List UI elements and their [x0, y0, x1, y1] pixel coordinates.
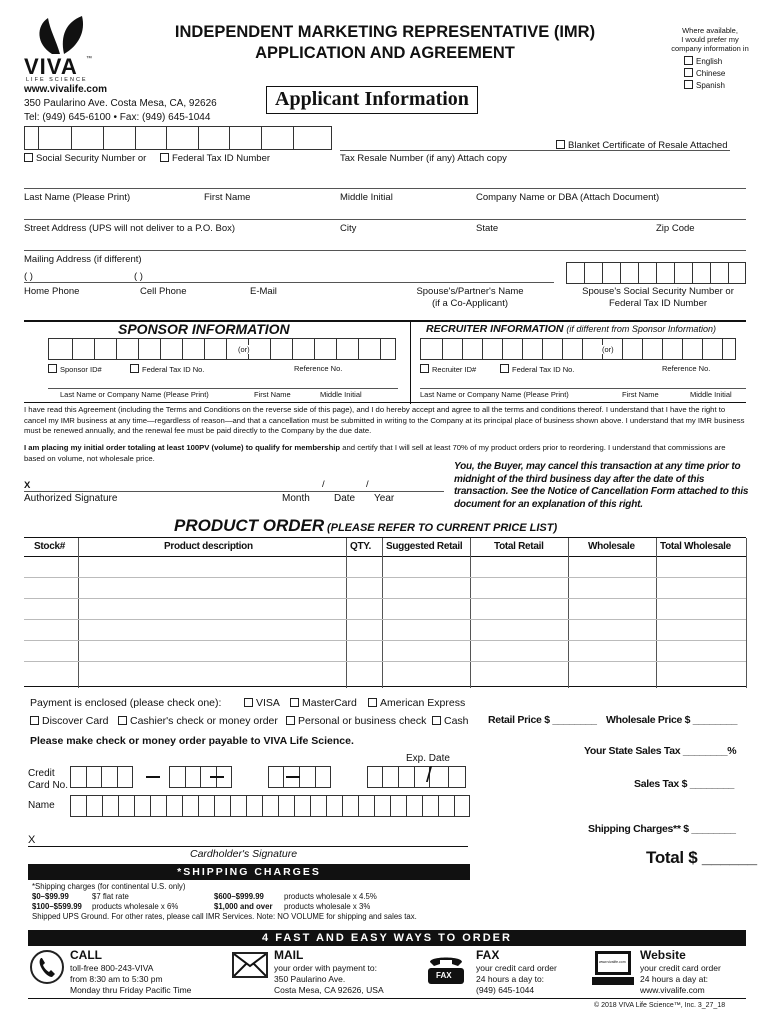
- sales-tax[interactable]: Sales Tax $ ________: [634, 778, 735, 790]
- phone-line: [24, 282, 554, 283]
- logo-sub: LIFE SCIENCE: [26, 77, 88, 83]
- sig-x: X: [24, 480, 31, 491]
- call-details: toll-free 800-243-VIVA from 8:30 am to 5:30 pm Monday thru Friday Pacific Time: [70, 963, 192, 995]
- checkbox[interactable]: [556, 140, 565, 149]
- recruiter-id-boxes[interactable]: [420, 338, 736, 360]
- email-label: E-Mail: [250, 286, 277, 297]
- logo-text: VIVA: [24, 54, 78, 79]
- spouse-ssn-label: Spouse's Social Security Number or Federal Tax ID Number: [582, 286, 734, 309]
- recruiter-middle-label: Middle Initial: [690, 390, 732, 399]
- shipping-box: *Shipping charges (for continental U.S. only) $0–$99.99 $7 flat rate $600–$999.99 products wholesale x 4.5% $100–$599.99 products wholesale x 6% $1,000 and over products wholesale x 3% Shipped UPS Ground. For other rates, please call IMR Services. Note: NO VOLUME for shipping and sales tax.: [32, 882, 417, 921]
- company-label: Company Name or DBA (Attach Document): [476, 192, 660, 203]
- address: 350 Paularino Ave. Costa Mesa, CA, 92626: [24, 98, 217, 109]
- home-phone-label: Home Phone: [24, 286, 80, 297]
- checkbox[interactable]: [420, 364, 429, 373]
- title-line1: INDEPENDENT MARKETING REPRESENTATIVE (IMR): [174, 23, 596, 41]
- spouse-name-label: Spouse's/Partner's Name (if a Co-Applicant): [416, 286, 524, 309]
- cell-phone-label: Cell Phone: [140, 286, 187, 297]
- sponsor-id-option[interactable]: Sponsor ID#: [48, 364, 102, 374]
- cc-dash2: [210, 776, 224, 778]
- col-wholesale: Wholesale: [588, 541, 635, 552]
- col-total-retail: Total Retail: [494, 541, 544, 552]
- shipping-charges[interactable]: Shipping Charges** $ ________: [588, 823, 736, 835]
- middle-initial-label: Middle Initial: [340, 192, 393, 203]
- name-label: Name: [28, 800, 55, 811]
- footer: © 2018 VIVA Life Science™, Inc. 3_27_18: [594, 1002, 726, 1009]
- fax-icon: FAX: [424, 952, 468, 986]
- website-title: Website: [640, 948, 686, 962]
- date-label: Date: [334, 493, 356, 504]
- recruiter-name-line: [420, 388, 746, 389]
- mailing-line: [24, 250, 746, 251]
- cancel-notice: You, the Buyer, may cancel this transaction at any time prior to midnight of the third business day after the date of this transaction. See the Notice of Cancellation Form attached to this document for an explanation of this right.: [454, 461, 749, 510]
- pay-amex[interactable]: American Express: [368, 697, 465, 709]
- payable-note: Please make check or money order payable to VIVA Life Science.: [30, 735, 354, 747]
- title-line2: APPLICATION AND AGREEMENT: [255, 44, 515, 62]
- sponsor-last-label: Last Name or Company Name (Please Print): [60, 390, 209, 399]
- ways-header: 4 FAST AND EASY WAYS TO ORDER: [28, 930, 746, 946]
- checkbox[interactable]: [48, 364, 57, 373]
- recruiter-first-label: First Name: [622, 390, 659, 399]
- cardholder-sig-line[interactable]: [28, 846, 468, 847]
- cardholder-sig-label: Cardholder's Signature: [190, 848, 298, 860]
- col-qty: QTY.: [350, 541, 372, 552]
- street-line: [24, 219, 746, 220]
- state-label: State: [476, 223, 499, 234]
- computer-icon: www.vivalife.com: [592, 950, 634, 986]
- date-slash2: /: [366, 479, 369, 490]
- phone-icon: [30, 950, 64, 984]
- payment-enclosed: Payment is enclosed (please check one):: [30, 697, 222, 709]
- sponsor-id-boxes[interactable]: [48, 338, 396, 360]
- checkbox[interactable]: [684, 68, 693, 77]
- checkbox[interactable]: [118, 716, 127, 725]
- cc-number-boxes[interactable]: [70, 766, 466, 788]
- cardholder-name-boxes[interactable]: [70, 795, 470, 817]
- checkbox[interactable]: [684, 80, 693, 89]
- fax-details: your credit card order 24 hours a day to: (949) 645-1044: [476, 963, 557, 995]
- checkbox[interactable]: [684, 56, 693, 65]
- pay-personal[interactable]: Personal or business check: [286, 715, 426, 727]
- logo-tm: ™: [86, 56, 92, 62]
- checkbox[interactable]: [290, 698, 299, 707]
- zip-label: Zip Code: [656, 223, 695, 234]
- mailing-label: Mailing Address (if different): [24, 254, 142, 265]
- ssn-option[interactable]: Social Security Number or: [24, 153, 146, 164]
- col-total-wholesale: Total Wholesale: [660, 541, 731, 552]
- language-preference: [660, 26, 760, 53]
- mail-icon: [232, 952, 268, 978]
- blanket-cert[interactable]: Blanket Certificate of Resale Attached: [556, 140, 727, 151]
- ssn-boxes[interactable]: [24, 126, 332, 150]
- sponsor-or: (or): [238, 345, 250, 354]
- total[interactable]: Total $ ______: [646, 848, 757, 867]
- cc-dash1: [146, 776, 160, 778]
- applicant-info-title: Applicant Information: [266, 86, 478, 114]
- page-title: [120, 22, 650, 64]
- checkbox[interactable]: [432, 716, 441, 725]
- auth-sig-label: Authorized Signature: [24, 493, 118, 504]
- recruiter-last-label: Last Name or Company Name (Please Print): [420, 390, 569, 399]
- leaf-logo-icon: [30, 14, 100, 58]
- agreement-certify: I am placing my initial order totaling at least 100PV (volume) to qualify for membership and certify that I will sell at least 70% of my product orders prior to reordering. I understand that commissions are based on volume, not wholesale price.: [24, 443, 726, 463]
- shipping-header: *SHIPPING CHARGES: [28, 864, 470, 880]
- lang-spanish[interactable]: Spanish: [684, 80, 725, 92]
- last-name-label: Last Name (Please Print): [24, 192, 131, 203]
- exp-date-label: Exp. Date: [406, 753, 450, 764]
- checkbox[interactable]: [24, 153, 33, 162]
- mail-title: MAIL: [274, 948, 304, 962]
- recruiter-id-option[interactable]: Recruiter ID#: [420, 364, 476, 374]
- sponsor-vsep: [410, 320, 411, 404]
- recruiter-title: RECRUITER INFORMATION (if different from Sponsor Information): [426, 323, 716, 335]
- year-label: Year: [374, 493, 395, 504]
- city-label: City: [340, 223, 357, 234]
- call-title: CALL: [70, 948, 102, 962]
- pay-mastercard[interactable]: MasterCard: [290, 697, 357, 709]
- phone: Tel: (949) 645-6100 • Fax: (949) 645-1044: [24, 112, 211, 123]
- checkbox[interactable]: [244, 698, 253, 707]
- mail-details: your order with payment to: 350 Paularino Ave. Costa Mesa, CA 92626, USA: [274, 963, 384, 995]
- recruiter-or: (or): [602, 345, 614, 354]
- pay-visa[interactable]: VISA: [244, 697, 280, 709]
- checkbox[interactable]: [130, 364, 139, 373]
- col-stock: Stock#: [34, 541, 65, 552]
- spouse-ssn-boxes[interactable]: [566, 262, 746, 284]
- month-label: Month: [282, 493, 310, 504]
- lang-options: [684, 56, 725, 92]
- website: www.vivalife.com: [24, 84, 107, 95]
- retail-price[interactable]: Retail Price $ ________: [488, 714, 597, 726]
- viva-logo: [22, 14, 102, 84]
- lang-chinese[interactable]: Chinese: [684, 68, 725, 80]
- recruiter-ref-label: Reference No.: [662, 364, 711, 373]
- cell-paren: ( ): [134, 271, 143, 282]
- first-name-label: First Name: [204, 192, 251, 203]
- footer-line: [28, 998, 746, 999]
- pay-cashier[interactable]: Cashier's check or money order: [118, 715, 278, 727]
- sponsor-title: SPONSOR INFORMATION: [118, 321, 290, 337]
- sponsor-name-line: [48, 388, 398, 389]
- checkbox[interactable]: [160, 153, 169, 162]
- checkbox[interactable]: [500, 364, 509, 373]
- recruiter-tax-option[interactable]: Federal Tax ID No.: [500, 364, 574, 374]
- checkbox[interactable]: [286, 716, 295, 725]
- name-line: [24, 188, 746, 189]
- order-table: [24, 537, 746, 687]
- sponsor-tax-option[interactable]: Federal Tax ID No.: [130, 364, 204, 374]
- lang-english[interactable]: English: [684, 56, 725, 68]
- home-paren: ( ): [24, 271, 33, 282]
- sponsor-middle-label: Middle Initial: [320, 390, 362, 399]
- wholesale-price[interactable]: Wholesale Price $ ________: [606, 714, 738, 726]
- state-sales-tax[interactable]: Your State Sales Tax ________%: [584, 745, 737, 757]
- date-slash1: /: [322, 479, 325, 490]
- lang-note2: I would prefer my: [681, 35, 739, 44]
- sponsor-first-label: First Name: [254, 390, 291, 399]
- pay-discover[interactable]: Discover Card: [30, 715, 109, 727]
- agreement-text: I have read this Agreement (including the Terms and Conditions on the reverse side of this page), and I do hereby accept and agree to all the terms and conditions thereof. I understand that I have the right to cancel my IMR business at any time—regardless of reason—and that a cancellation must be submitted in writing to the Company at its principal place of business shown above. I understand that my IMR business must be renewed annually, and the renewal fee must be paid directly to the Company by the due date.: [24, 405, 745, 435]
- lang-note1: Where available,: [682, 26, 738, 35]
- sponsor-ref-label: Reference No.: [294, 364, 343, 373]
- signature-line[interactable]: [24, 491, 444, 492]
- agreement-divider: [24, 402, 746, 403]
- cc-label: Credit Card No.: [28, 768, 69, 791]
- website-details: your credit card order 24 hours a day at: www.vivalife.com: [640, 963, 721, 995]
- col-description: Product description: [164, 541, 253, 552]
- checkbox[interactable]: [30, 716, 39, 725]
- tax-resale-label: Tax Resale Number (if any) Attach copy: [340, 153, 507, 164]
- col-suggested-retail: Suggested Retail: [386, 541, 463, 552]
- cc-dash3: [286, 776, 300, 778]
- product-order-title: PRODUCT ORDER (PLEASE REFER TO CURRENT PRICE LIST): [174, 516, 558, 535]
- exp-slash: /: [426, 762, 433, 787]
- fax-title: FAX: [476, 948, 500, 962]
- cardholder-x: X: [28, 834, 36, 846]
- pay-cash[interactable]: Cash: [432, 715, 469, 727]
- fein-option[interactable]: Federal Tax ID Number: [160, 153, 270, 164]
- street-label: Street Address (UPS will not deliver to a P.O. Box): [24, 223, 236, 234]
- checkbox[interactable]: [368, 698, 377, 707]
- lang-note3: company information in: [671, 44, 749, 53]
